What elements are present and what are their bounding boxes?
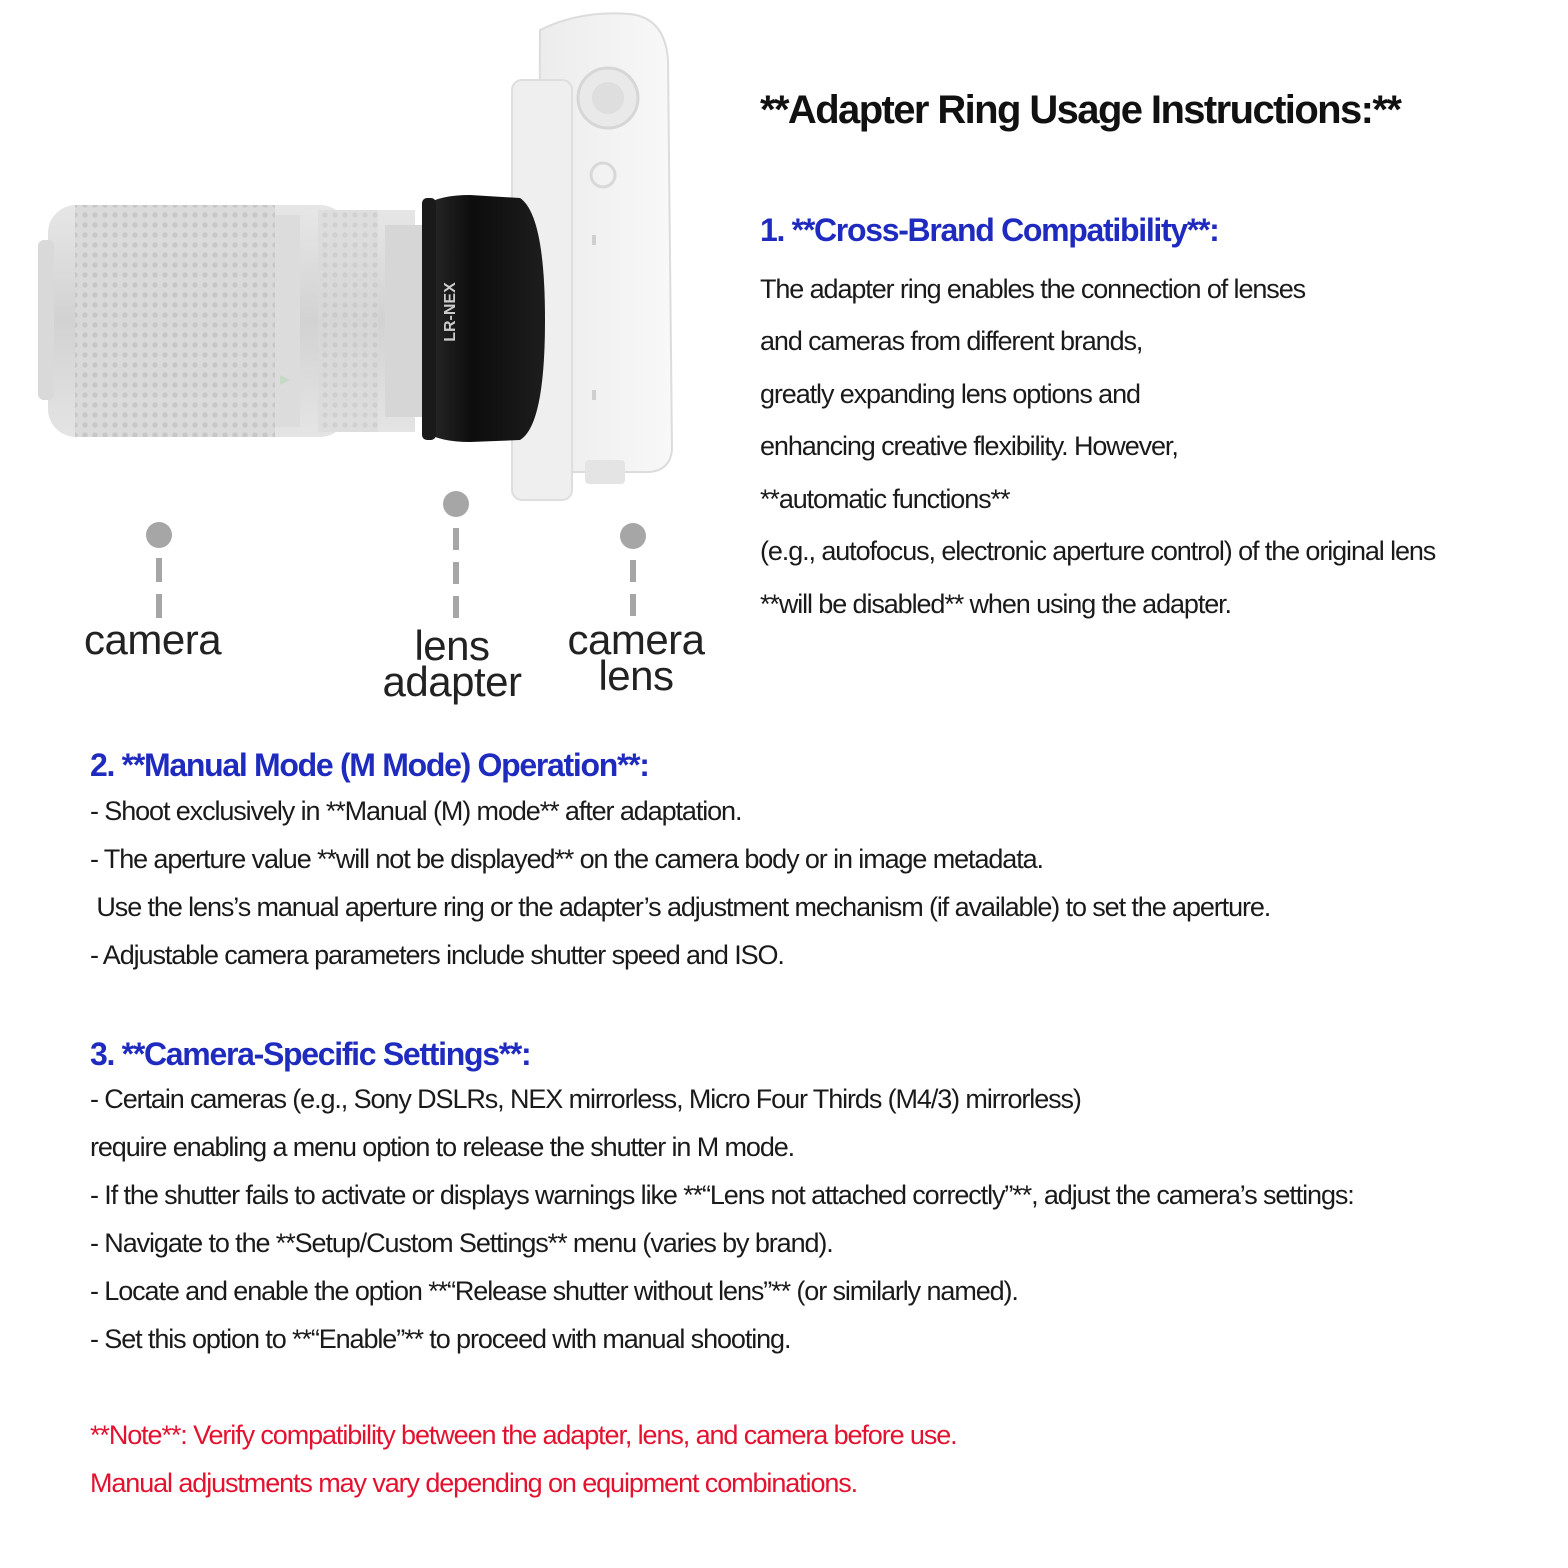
section1-line: and cameras from different brands,: [760, 326, 1143, 356]
section1-line: The adapter ring enables the connection of lenses: [760, 274, 1306, 304]
camera-pointer-dot: [146, 522, 172, 548]
section3-line: - Certain cameras (e.g., Sony DSLRs, NEX mirrorless, Micro Four Thirds (M4/3) mirrorless): [90, 1084, 1081, 1114]
camera-pointer-dash: [156, 558, 162, 582]
camera-pointer-dash: [156, 594, 162, 618]
lens-pointer-dash: [630, 560, 636, 582]
section2-line: - The aperture value **will not be displayed** on the camera body or in image metadata.: [90, 844, 1043, 874]
label-camera: camera: [84, 616, 222, 663]
note-line: **Note**: Verify compatibility between the adapter, lens, and camera before use.: [90, 1420, 957, 1450]
adapter-pointer-dash: [453, 562, 459, 584]
section2-line: Use the lens’s manual aperture ring or the adapter’s adjustment mechanism (if available) to set the aperture.: [90, 892, 1271, 922]
lens-pointer-dash: [630, 594, 636, 616]
adapter-pointer-dash: [453, 596, 459, 618]
label-camera-lens: camera lens: [567, 616, 705, 699]
section2-heading: 2. **Manual Mode (M Mode) Operation**:: [90, 747, 649, 783]
adapter-pointer-dot: [443, 491, 469, 517]
lens-pointer-dot: [620, 523, 646, 549]
adapter-marking: LR-NEX: [442, 282, 459, 342]
section3-heading: 3. **Camera-Specific Settings**:: [90, 1036, 531, 1072]
section3-line: - Navigate to the **Setup/Custom Settings** menu (varies by brand).: [90, 1228, 833, 1258]
section2-line: - Adjustable camera parameters include shutter speed and ISO.: [90, 940, 784, 970]
section1-line: **will be disabled** when using the adapter.: [760, 589, 1231, 619]
section2-line: - Shoot exclusively in **Manual (M) mode** after adaptation.: [90, 796, 742, 826]
lens-adapter-photo: [0, 0, 740, 720]
label-lens-adapter: lens adapter: [382, 622, 522, 705]
product-illustration: [0, 0, 740, 720]
page-title: **Adapter Ring Usage Instructions:**: [760, 88, 1401, 132]
section1-line: **automatic functions**: [760, 484, 1010, 514]
section3-line: - Locate and enable the option **“Release shutter without lens”** (or similarly named).: [90, 1276, 1018, 1306]
section1-line: (e.g., autofocus, electronic aperture control) of the original lens: [760, 536, 1436, 566]
note-line: Manual adjustments may vary depending on equipment combinations.: [90, 1468, 858, 1498]
section3-line: - If the shutter fails to activate or displays warnings like **“Lens not attached correctly”**, adjust the camera’s settings:: [90, 1180, 1354, 1210]
lens-adapter-ring: [422, 195, 545, 442]
section3-line: - Set this option to **“Enable”** to proceed with manual shooting.: [90, 1324, 791, 1354]
camera-lens: [38, 205, 425, 437]
section1-heading: 1. **Cross-Brand Compatibility**:: [760, 212, 1219, 248]
section1-line: enhancing creative flexibility. However,: [760, 431, 1178, 461]
adapter-pointer-dash: [453, 528, 459, 550]
section3-line: require enabling a menu option to release the shutter in M mode.: [90, 1132, 795, 1162]
section1-line: greatly expanding lens options and: [760, 379, 1140, 409]
